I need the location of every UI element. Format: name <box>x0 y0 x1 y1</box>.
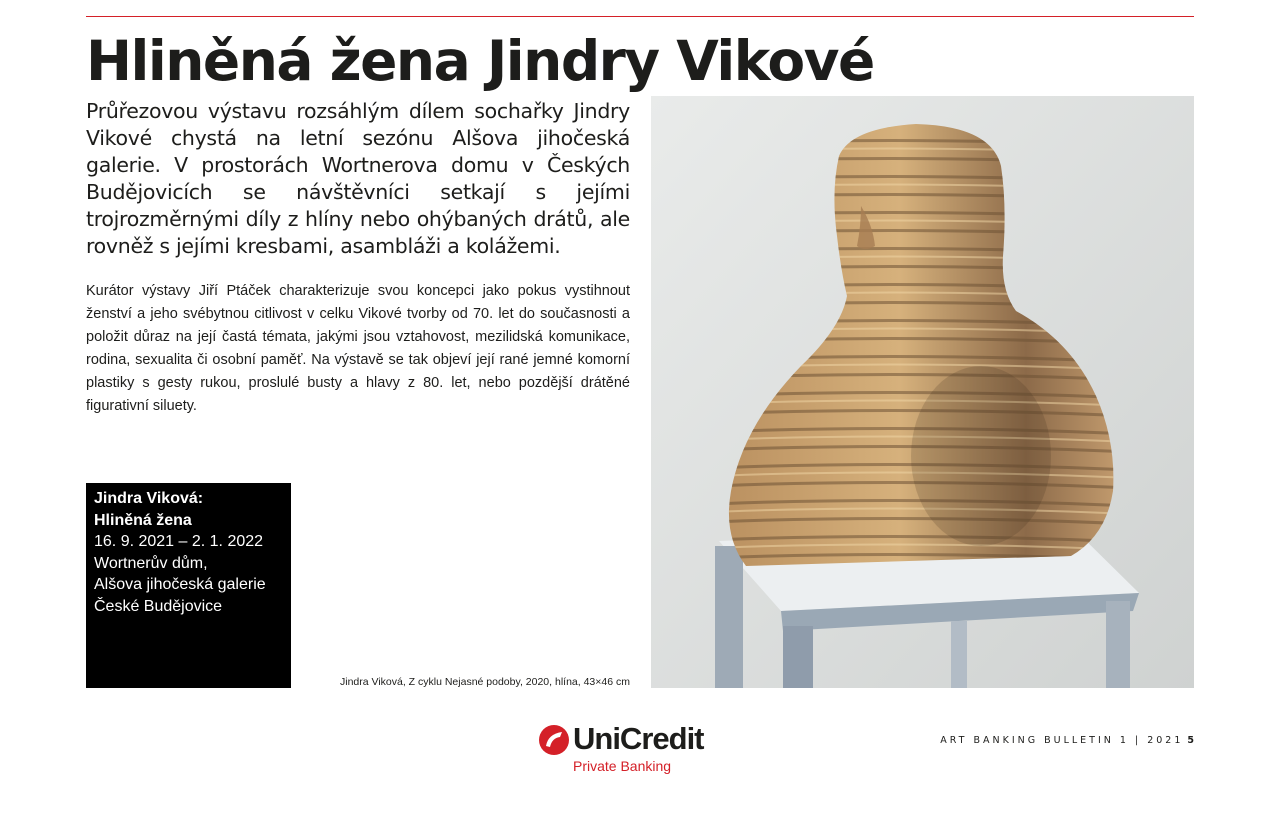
top-red-rule <box>86 16 1194 17</box>
info-artist: Jindra Viková: <box>94 490 204 507</box>
page-number: 5 <box>1187 735 1194 746</box>
article-title: Hliněná žena Jindry Vikové <box>86 29 874 93</box>
article-lead: Průřezovou výstavu rozsáhlým dílem sochařky Jindry Vikové chystá na letní sezónu Alšova jihočeská galerie. V prostorách Wortnerova domu v Českých Budějovicích se návštěvníci setkají s jejími trojrozměrnými díly z hlíny nebo ohýbaných drátů, ale rovněž s jejími kresbami, asambláži a kolážemi. <box>86 99 630 258</box>
info-dates: 16. 9. 2021 – 2. 1. 2022 <box>94 533 264 550</box>
unicredit-logo <box>538 722 708 782</box>
info-city: České Budějovice <box>94 597 223 615</box>
article-body: Kurátor výstavy Jiří Ptáček charakterizuje svou koncepci jako pokus vystihnout ženství a jeho svébytnou citlivost v celku Vikové tvorby od 70. let do současnosti a položit důraz na její častá témata, jakými jsou vztahovost, mezilidská komunikace, rodina, sexualita či osobní paměť. Na výstavě se tak objeví její rané jemné komorní plastiky s gesty rukou, proslulé busty a hlavy z 80. let, nebo pozdější drátěné figurativní siluety. <box>86 283 630 414</box>
publication-name: ART BANKING BULLETIN 1 | 2021 <box>940 735 1184 746</box>
logo-subtitle: Private Banking <box>573 758 672 774</box>
info-exhibition-title: Hliněná žena <box>94 511 192 529</box>
unicredit-logo-icon <box>538 724 570 756</box>
photo-caption: Jindra Viková, Z cyklu Nejasné podoby, 2020, hlína, 43×46 cm <box>340 676 630 688</box>
info-gallery: Alšova jihočeská galerie <box>94 576 266 593</box>
info-venue: Wortnerův dům, <box>94 554 208 572</box>
logo-wordmark: UniCredit <box>573 721 704 756</box>
footer-publication <box>940 735 1194 746</box>
exhibition-info-box <box>86 483 291 688</box>
sculpture-photo <box>651 96 1194 688</box>
